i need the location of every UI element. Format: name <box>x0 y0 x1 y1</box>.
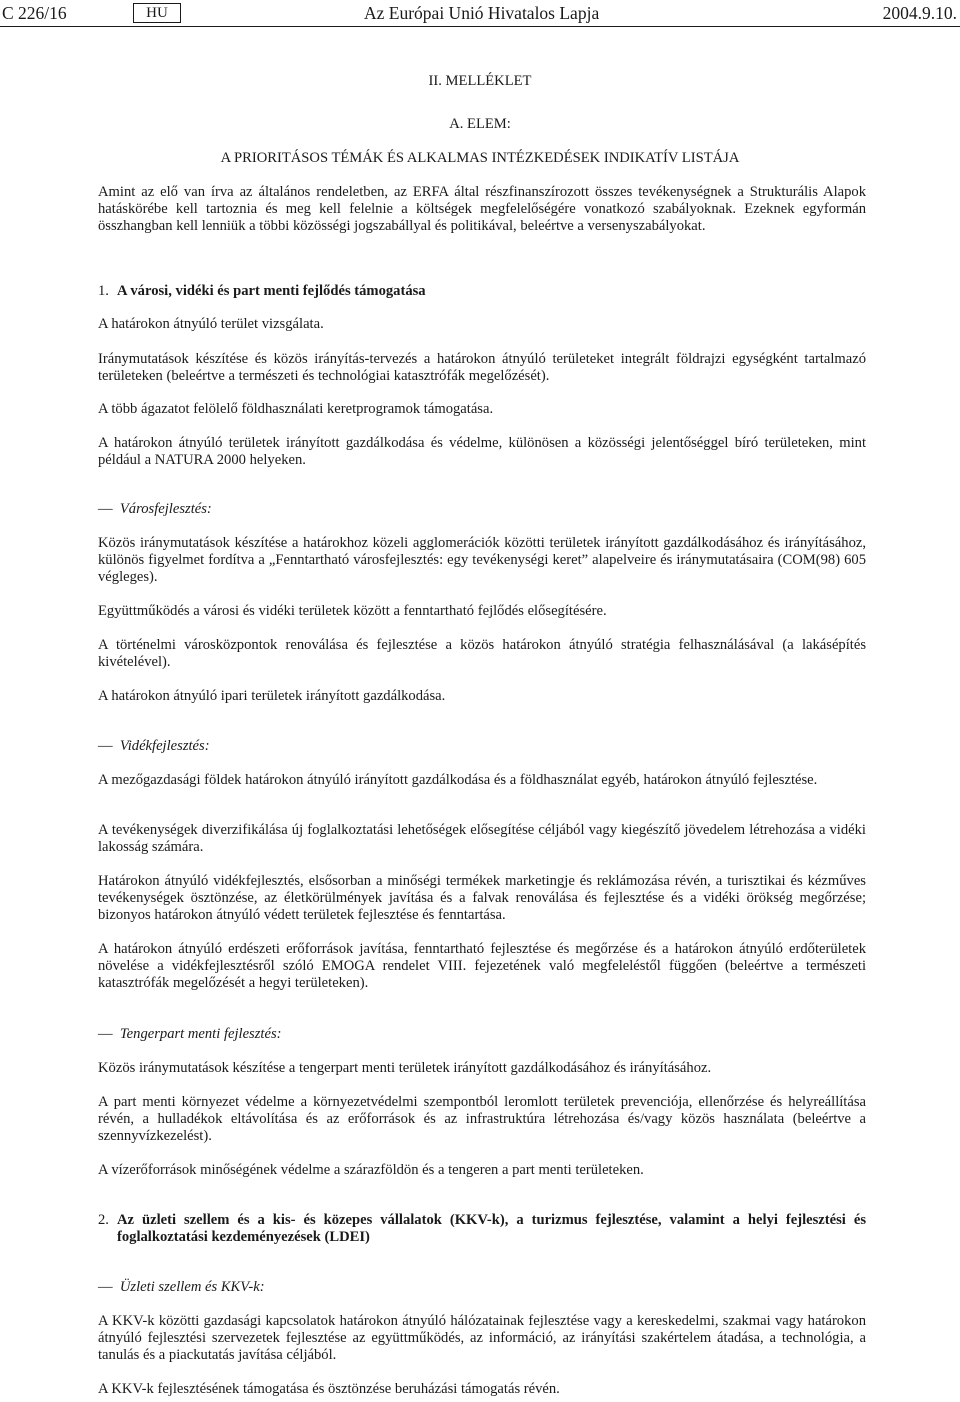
section-1-number: 1. <box>98 283 109 299</box>
sme-para-1: A KKV-k közötti gazdasági kapcsolatok határokon átnyúló hálózatainak fejlesztése vagy a kereskedelmi, szakmai vagy határokon átnyúló fejlesztési szervezetek fejlesztése az együttműködés, az információ, az irányítási szakértelem átadása, a technológia, a tanulás és a piackutatás javítása céljából. <box>98 1313 866 1363</box>
urban-para-3: A történelmi városközpontok renoválása és fejlesztése a közös határokon átnyúló stratégia felhasználásával (a lakásépítés kivételével). <box>98 637 866 670</box>
journal-header <box>0 0 960 26</box>
coastal-para-3: A vízerőforrások minőségének védelme a szárazföldön és a tengeren a part menti területeken. <box>98 1162 644 1178</box>
rural-para-1: A mezőgazdasági földek határokon átnyúló irányított gazdálkodása és a földhasználat egyéb, határokon átnyúló fejlesztése. <box>98 772 818 788</box>
sme-para-2: A KKV-k fejlesztésének támogatása és ösztönzése beruházási támogatás révén. <box>98 1381 560 1397</box>
section-2-title: Az üzleti szellem és a kis- és közepes vállalatok (KKV-k), a turizmus fejlesztése, valamint a helyi fejlesztési és foglalkoztatási kezdeményezések (LDEI) <box>117 1212 866 1245</box>
rural-subheading: — Vidékfejlesztés: <box>98 738 210 754</box>
rural-para-2: A tevékenységek diverzifikálása új foglalkoztatási lehetőségek elősegítése céljából vagy kiegészítő jövedelem létrehozása a vidéki lakosság számára. <box>98 822 866 855</box>
coastal-subheading: — Tengerpart menti fejlesztés: <box>98 1026 282 1042</box>
s1-para-4: A határokon átnyúló területek irányított gazdálkodása és védelme, különösen a közösségi jelentőséggel bíró területeken, mint például a NATURA 2000 helyeken. <box>98 435 866 468</box>
document-title: A PRIORITÁSOS TÉMÁK ÉS ALKALMAS INTÉZKEDÉSEK INDIKATÍV LISTÁJA <box>220 150 740 166</box>
coastal-para-2: A part menti környezet védelme a környezetvédelmi szempontból leromlott területek prevenciója, ellenőrzése és helyreállítása révén, a hulladékok eltávolítása és az erőforrások és az infrastruktúra létrehozása és/vagy közös használata (beleértve a szennyvízkezelést). <box>98 1094 866 1144</box>
annex-label: II. MELLÉKLET <box>428 73 532 89</box>
header-rule <box>0 26 960 27</box>
element-label: A. ELEM: <box>449 116 511 132</box>
s1-para-1: A határokon átnyúló terület vizsgálata. <box>98 316 324 332</box>
intro-paragraph: Amint az elő van írva az általános rendeletben, az ERFA által részfinanszírozott összes tevékenységnek a Strukturális Alapok hatáskörébe kell tartoznia és meg kell felelnie a költségek megfelelőségére vonatkozó szabályoknak. Ezeknek egyformán összhangban kell lenniük a többi közösségi jogszabállyal és politikával, beleértve a versenyszabályokat. <box>98 184 866 234</box>
publication-date: 2004.9.10. <box>882 3 957 23</box>
urban-para-2: Együttműködés a városi és vidéki területek között a fenntartható fejlődés elősegítésére. <box>98 603 607 619</box>
rural-para-4: A határokon átnyúló erdészeti erőforrások javítása, fenntartható fejlesztése és megőrzése és a határokon átnyúló erdőterületek növelése a vidékfejlesztésről szóló EMOGA rendelet VIII. fejezetének való megfeleléstől függően (beleértve a természeti katasztrófák megelőzését a hegyi területeken). <box>98 941 866 991</box>
urban-subheading: — Városfejlesztés: <box>98 501 212 517</box>
urban-para-4: A határokon átnyúló ipari területek irányított gazdálkodása. <box>98 688 446 704</box>
sme-subheading: — Üzleti szellem és KKV-k: <box>98 1279 265 1295</box>
s1-para-3: A több ágazatot felölelő földhasználati keretprogramok támogatása. <box>98 401 494 417</box>
coastal-para-1: Közös iránymutatások készítése a tengerpart menti területek irányított gazdálkodásához és irányításához. <box>98 1060 712 1076</box>
urban-para-1: Közös iránymutatások készítése a határokhoz közeli agglomerációk közötti területek irányított gazdálkodásához és irányításához, különös figyelmet fordítva a „Fenntartható városfejlesztés: egy tevékenységi keret” alapelveire és iránymutatásaira (COM(98) 605 végleges). <box>98 535 866 585</box>
language-badge: HU <box>133 3 181 23</box>
journal-title: Az Európai Unió Hivatalos Lapja <box>364 3 600 23</box>
section-1-title: A városi, vidéki és part menti fejlődés támogatása <box>117 283 426 299</box>
rural-para-3: Határokon átnyúló vidékfejlesztés, elsősorban a minőségi termékek marketingje és reklámozása révén, a turisztikai és kézműves tevékenységek ösztönzése, az életkörülmények javítása és a falvak renoválása és fejlesztése és a vidéki örökség megőrzése; bizonyos határokon átnyúló védett területek fejlesztése és fenntartása. <box>98 873 866 923</box>
s1-para-2: Iránymutatások készítése és közös irányítás-tervezés a határokon átnyúló területeket integrált földrajzi egységként tartalmazó területeken (beleértve a természeti és technológiai katasztrófák megelőzését). <box>98 351 866 384</box>
page-reference: C 226/16 <box>2 3 67 23</box>
section-2-number: 2. <box>98 1212 109 1228</box>
